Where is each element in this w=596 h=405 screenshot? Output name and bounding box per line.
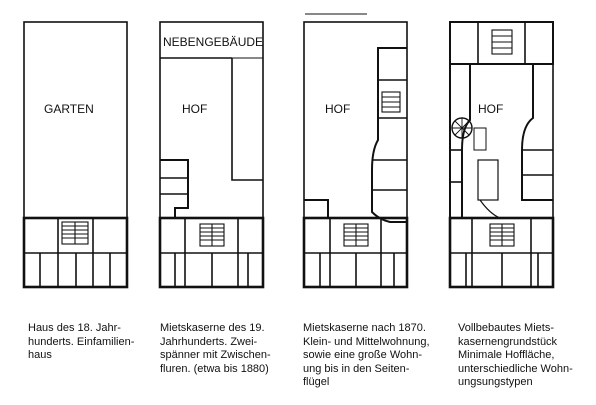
plan-1-garden-label: GARTEN xyxy=(44,102,94,116)
plan-4-right-wing xyxy=(522,64,553,200)
plan-4 xyxy=(450,22,553,287)
plan-1-staircase xyxy=(62,222,88,244)
plan-4-staircase xyxy=(490,224,514,246)
plan-1 xyxy=(24,22,127,287)
plan-1-plot-outline xyxy=(24,22,127,287)
plan-2-outbuilding-label: NEBENGEBÄUDE xyxy=(163,35,264,49)
plan-3-caption: Mietskaserne nach 1870. Klein- und Mittelwohnung, sowie eine große Wohn- ung bis in den Seiten- flügel xyxy=(303,322,430,389)
plan-2-front-wing xyxy=(160,160,188,218)
plan-2-courtyard-label: HOF xyxy=(182,102,208,116)
plan-4-left-wing xyxy=(450,64,470,218)
plan-2-side-wing xyxy=(232,58,263,180)
plan-3-wing-staircase xyxy=(382,92,400,112)
plan-4-plot-outline xyxy=(450,22,553,287)
plan-4-rear-block xyxy=(450,22,553,64)
plan-2 xyxy=(160,22,263,287)
plan-4-courtyard-label: HOF xyxy=(478,102,504,116)
plan-3-courtyard-label: HOF xyxy=(325,102,351,116)
plan-4-caption: Vollbebautes Miets- kasernengrundstück Minimale Hoffläche, unterschiedliche Wohn- ungsungstypen xyxy=(458,322,573,389)
plan-1-caption: Haus des 18. Jahr- hunderts. Einfamilien- haus xyxy=(28,322,135,362)
plan-3 xyxy=(304,14,407,287)
plan-2-caption: Mietskaserne des 19. Jahrhunderts. Zwei- spänner mit Zwischen- fluren. (etwa bis 1880) xyxy=(160,322,271,375)
plan-3-side-wing xyxy=(372,48,407,222)
plan-2-plot-outline xyxy=(160,22,263,287)
plan-3-front-wing xyxy=(304,200,328,218)
plan-2-staircase xyxy=(200,224,224,246)
plan-3-staircase xyxy=(344,224,368,246)
plan-3-plot-outline xyxy=(304,22,407,287)
